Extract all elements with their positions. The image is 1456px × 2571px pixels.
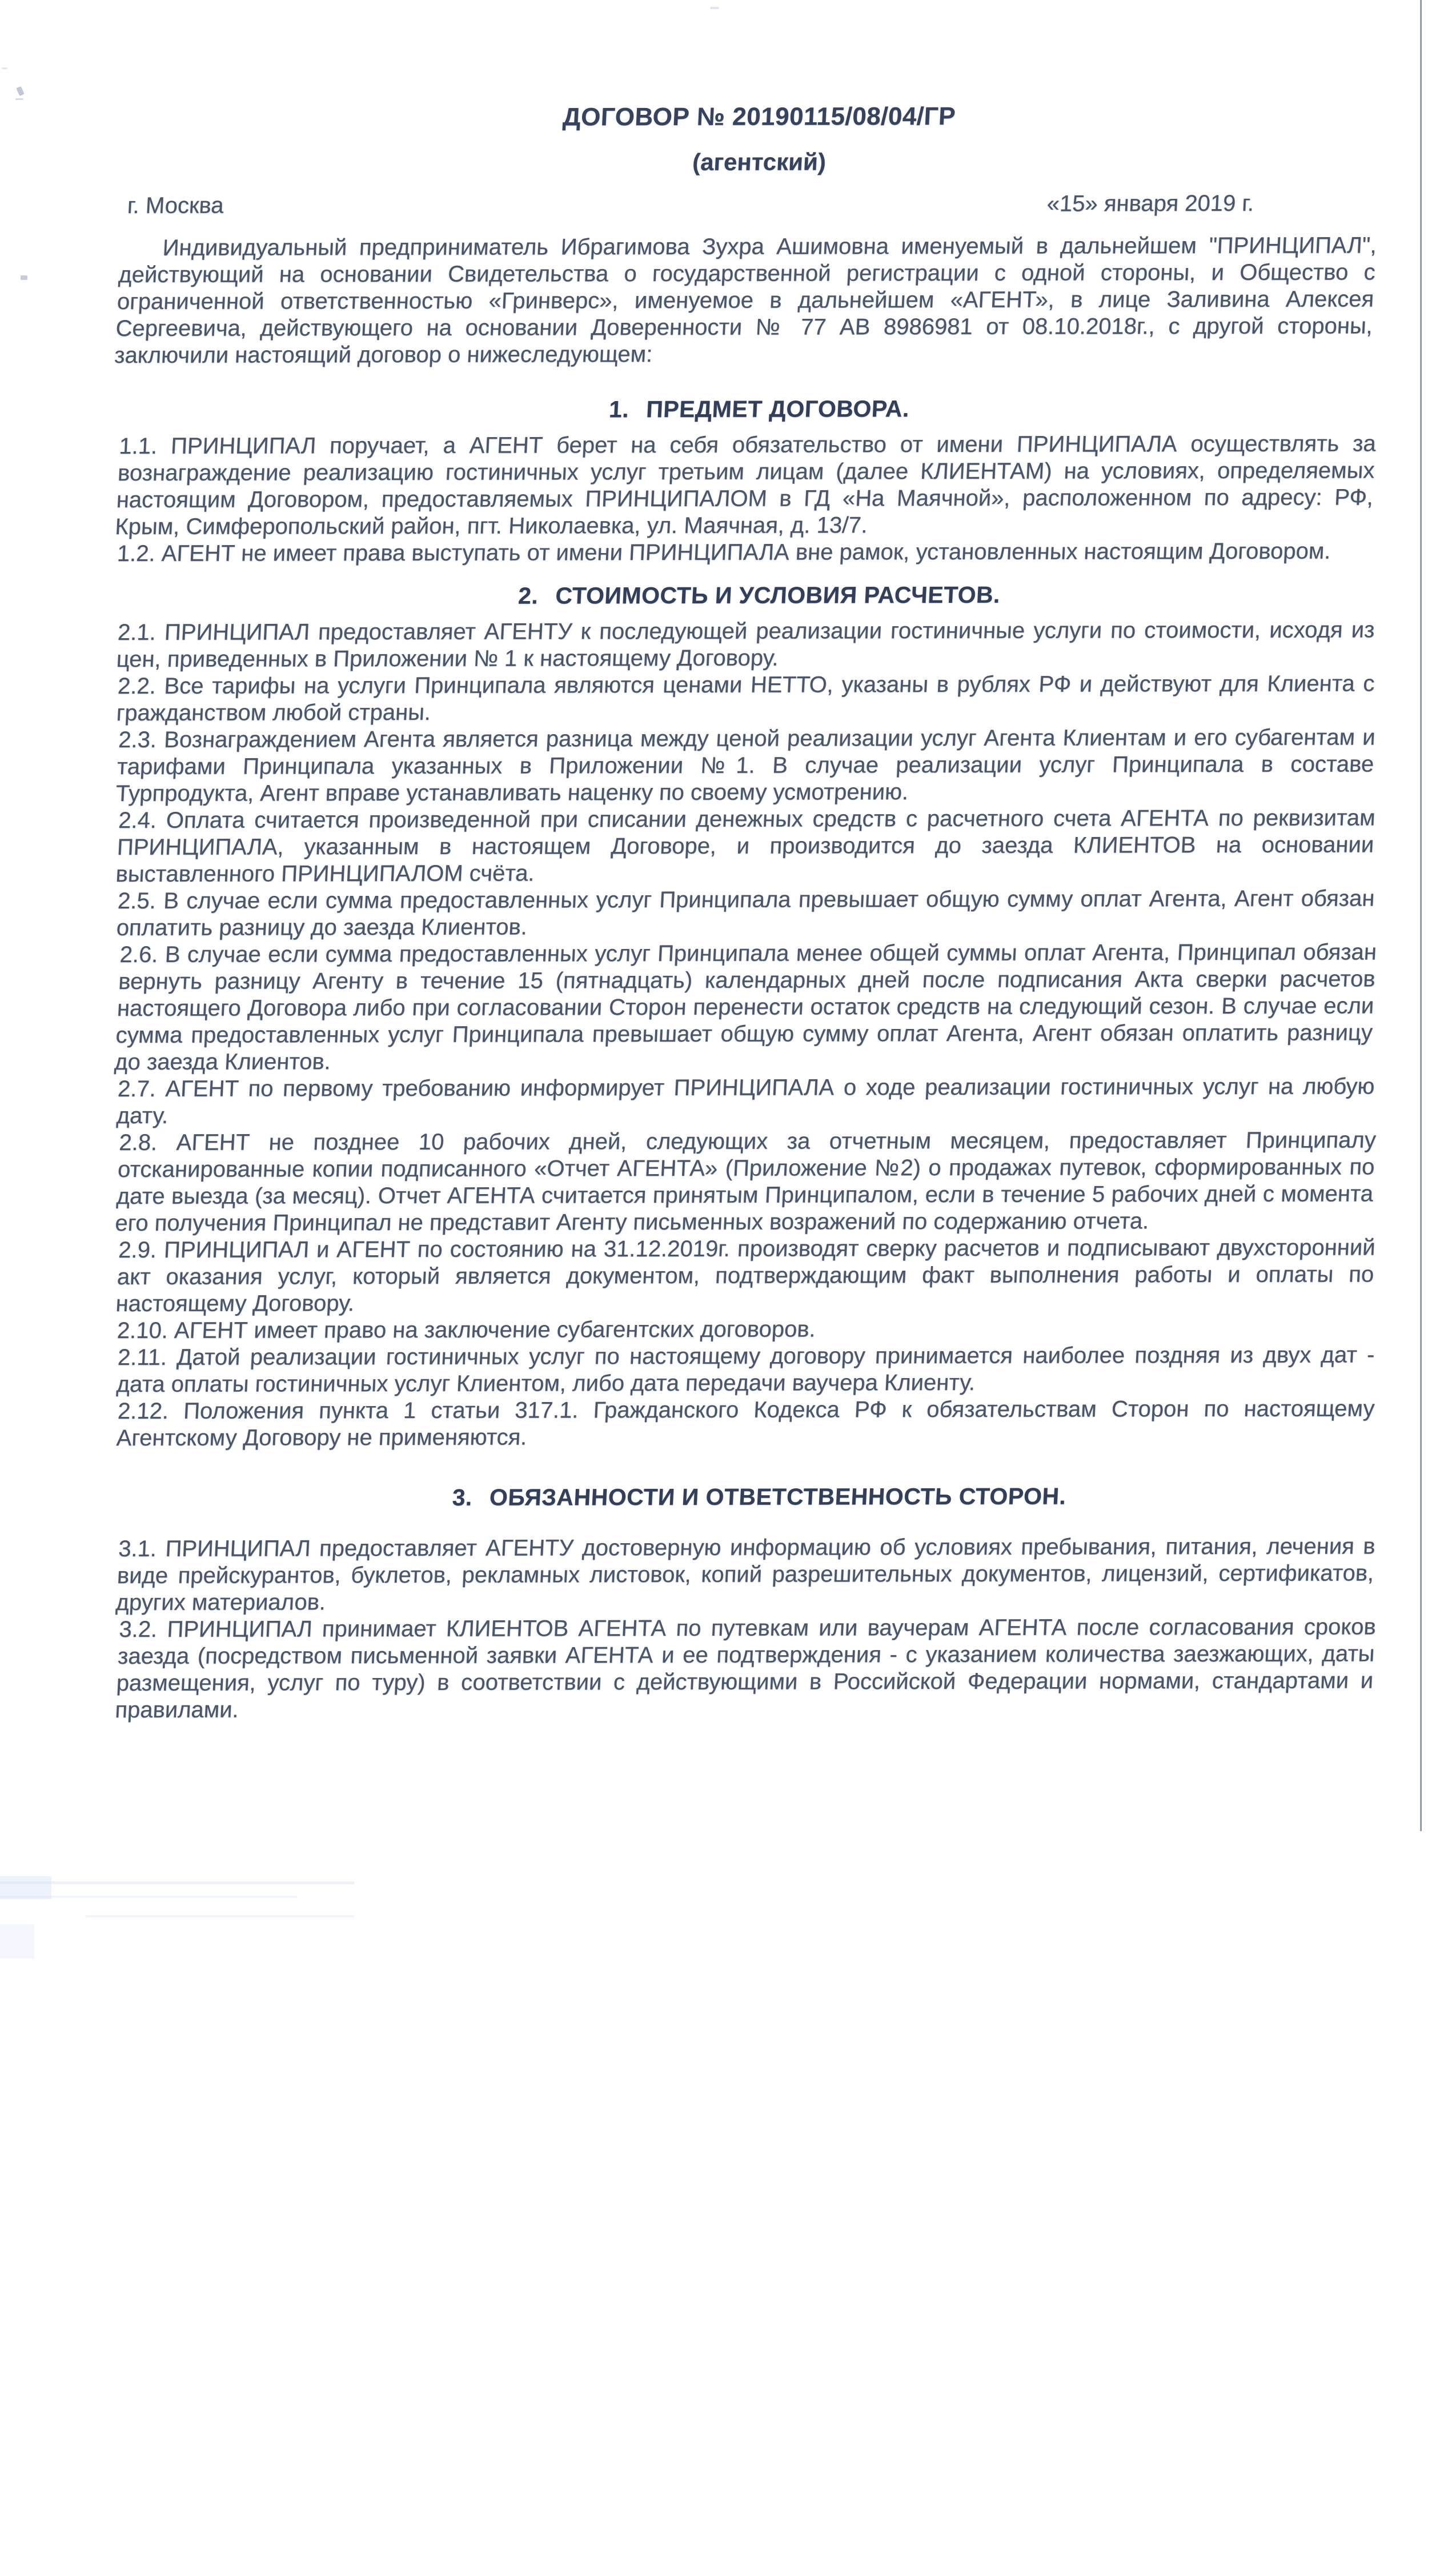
section-3-heading <box>130 1482 1389 1512</box>
scan-artifact-streak <box>0 1876 51 1899</box>
scan-artifact-streak <box>0 1881 354 1884</box>
section-3-title: ОБЯЗАННОСТИ И ОТВЕТСТВЕННОСТЬ СТОРОН. <box>488 1483 1067 1511</box>
clause-3-2: 3.2. ПРИНЦИПАЛ принимает КЛИЕНТОВ АГЕНТА по путевкам или ваучерам АГЕНТА после согласования сроков заезда (посредством письменной заявки АГЕНТА и ее подтверждения - с указанием количества заезжающих, даты размещения, услуг по туру) в соответствии с действующими в Российской Федерации нормами, стандартами и правилами. <box>114 1614 1377 1723</box>
scan-artifact-speck <box>2 67 7 69</box>
section-2-number: 2. <box>518 582 539 609</box>
clause-2-9: 2.9. ПРИНЦИПАЛ и АГЕНТ по состоянию на 31.12.2019г. производят сверку расчетов и подписывают двухсторонний акт оказания услуг, который является документом, подтверждающим факт выполнения работы и оплаты по настоящему Договору. <box>115 1235 1376 1316</box>
clause-3-1: 3.1. ПРИНЦИПАЛ предоставляет АГЕНТУ достоверную информацию об условиях пребывания, питания, лечения в виде прейскурантов, буклетов, рекламных листовок, копий разрешительных документов, лицензий, сертификатов, других материалов. <box>115 1533 1376 1615</box>
clause-2-5: 2.5. В случае если сумма предоставленных услуг Принципала превышает общую сумму оплат Агента, Агент обязан оплатить разницу до заезда Клиентов. <box>115 886 1375 940</box>
clause-2-4: 2.4. Оплата считается произведенной при списании денежных средств с расчетного счета АГЕНТА по реквизитам ПРИНЦИПАЛА, указанным в настоящем Договоре, и производится до заезда КЛИЕНТОВ на основании выставленного ПРИНЦИПАЛОМ счёта. <box>115 805 1376 887</box>
contract-place: г. Москва <box>126 193 224 218</box>
contract-subtitle: (агентский) <box>692 148 827 175</box>
section-1-title: ПРЕДМЕТ ДОГОВОРА. <box>645 395 910 423</box>
section-1-number: 1. <box>608 396 630 423</box>
scan-artifact-speck <box>15 98 23 100</box>
scan-artifact-speck <box>16 86 24 96</box>
contract-body <box>114 102 1378 1724</box>
contract-preamble: Индивидуальный предприниматель Ибрагимова Зухра Ашимовна именуемый в дальнейшем "ПРИНЦИПАЛ", действующий на основании Свидетельства о государственной регистрации с одной стороны, и Общество с ограниченной ответственностью «Гринверс», именуемое в дальнейшем «АГЕНТ», в лице Заливина Алексея Сергеевича, действующего на основании Доверенности № 77 АВ 8986981 от 08.10.2018г., с другой стороны, заключили настоящий договор о нижеследующем: <box>114 233 1378 368</box>
clause-2-10: 2.10. АГЕНТ имеет право на заключение субагентских договоров. <box>116 1316 816 1343</box>
section-2-heading <box>130 580 1389 610</box>
clause-2-3: 2.3. Вознаграждением Агента является разница между ценой реализации услуг Агента Клиентам и его субагентам и тарифами Принципала указанных в Приложении №1. В случае реализации услуг Принципала в составе Турпродукта, Агент вправе устанавливать наценку по своему усмотрению. <box>115 724 1376 806</box>
contract-title: ДОГОВОР № 20190115/08/04/ГР <box>562 102 957 131</box>
scan-artifact-streak <box>0 1924 34 1959</box>
section-1-heading <box>130 394 1389 424</box>
section-2-title: СТОИМОСТЬ И УСЛОВИЯ РАСЧЕТОВ. <box>555 581 1001 609</box>
clause-2-6: 2.6. В случае если сумма предоставленных услуг Принципала менее общей суммы оплат Агента, Принципал обязан вернуть разницу Агенту в течение 15 (пятнадцать) календарных дней после подписания Акта сверки расчетов настоящего Договора либо при согласовании Сторон перенести остаток средств на следующий сезон. В случае если сумма предоставленных услуг Принципала превышает общую сумму оплат Агента, Агент обязан оплатить разницу до заезда Клиентов. <box>114 939 1378 1075</box>
page-edge-line <box>1420 0 1422 1831</box>
clause-2-11: 2.11. Датой реализации гостиничных услуг по настоящему договору принимается наиболее поздняя из двух дат - дата оплаты гостиничных услуг Клиентом, либо дата передачи ваучера Клиенту. <box>115 1342 1375 1397</box>
contract-date: «15» января 2019 г. <box>1046 190 1255 217</box>
clause-2-7: 2.7. АГЕНТ по первому требованию информирует ПРИНЦИПАЛА о ходе реализации гостиничных услуг на любую дату. <box>115 1074 1375 1128</box>
clause-2-1: 2.1. ПРИНЦИПАЛ предоставляет АГЕНТУ к последующей реализации гостиничные услуги по стоимости, исходя из цен, приведенных в Приложении № 1 к настоящему Договору. <box>115 617 1375 672</box>
scan-artifact-speck <box>710 7 719 9</box>
clause-2-2: 2.2. Все тарифы на услуги Принципала являются ценами НЕТТО, указаны в рублях РФ и действуют для Клиента с гражданством любой страны. <box>115 671 1375 726</box>
place-date-row <box>117 190 1375 219</box>
clause-2-8: 2.8. АГЕНТ не позднее 10 рабочих дней, следующих за отчетным месяцем, предоставляет Принципалу отсканированные копии подписанного «Отчет АГЕНТА» (Приложение №2) о продажах путевок, сформированных по дате выезда (за месяц). Отчет АГЕНТА считается принятым Принципалом, если в течение 5 рабочих дней с момента его получения Принципал не представит Агенту письменных возражений по содержанию отчета. <box>114 1127 1377 1236</box>
section-3-number: 3. <box>451 1484 474 1511</box>
clause-1-1: 1.1. ПРИНЦИПАЛ поручает, а АГЕНТ берет на себя обязательство от имени ПРИНЦИПАЛА осуществлять за вознаграждение реализацию гостиничных услуг третьим лицам (далее КЛИЕНТАМ) на условиях, определяемых настоящим Договором, предоставляемых ПРИНЦИПАЛОМ в ГД «На Маячной», расположенном по адресу: РФ, Крым, Симферопольский район, пгт. Николаевка, ул. Маячная, д. 13/7. <box>114 431 1377 539</box>
scan-artifact-streak <box>86 1915 354 1917</box>
clause-2-12: 2.12. Положения пункта 1 статьи 317.1. Гражданского Кодекса РФ к обязательствам Сторон по настоящему Агентскому Договору не применяются. <box>115 1396 1375 1451</box>
scan-artifact-speck <box>21 275 27 280</box>
clause-1-2: 1.2. АГЕНТ не имеет права выступать от имени ПРИНЦИПАЛА вне рамок, установленных настоящим Договором. <box>116 538 1331 566</box>
